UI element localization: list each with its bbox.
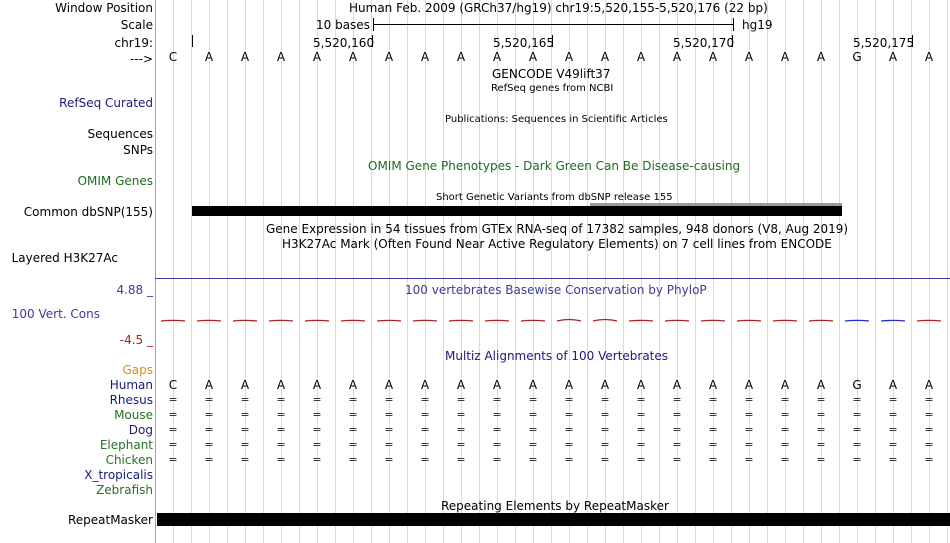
- alignment-match-mark: =: [456, 423, 466, 436]
- gtex-track-title[interactable]: Gene Expression in 54 tissues from GTEx RNA-seq of 17382 samples, 948 donors (V8, Aug 2019): [266, 222, 849, 236]
- grid-line: [875, 0, 876, 543]
- alignment-match-mark: =: [312, 453, 322, 466]
- alignment-match-mark: =: [456, 408, 466, 421]
- human-alignment-base: A: [816, 378, 826, 392]
- snps-label[interactable]: SNPs: [123, 143, 153, 157]
- alignment-match-mark: =: [816, 423, 826, 436]
- alignment-match-mark: =: [564, 423, 574, 436]
- dbsnp-variant-bar-overlay[interactable]: [590, 206, 842, 216]
- human-alignment-base: A: [384, 378, 394, 392]
- alignment-match-mark: =: [888, 438, 898, 451]
- phylop-track-title[interactable]: 100 vertebrates Basewise Conservation by PhyloP: [405, 283, 707, 297]
- grid-line: [659, 0, 660, 543]
- grid-line: [407, 0, 408, 543]
- base-letter: A: [636, 50, 646, 64]
- alignment-match-mark: =: [384, 423, 394, 436]
- alignment-match-mark: =: [852, 423, 862, 436]
- human-alignment-base: A: [204, 378, 214, 392]
- grid-line: [227, 0, 228, 543]
- alignment-match-mark: =: [600, 453, 610, 466]
- alignment-match-mark: =: [672, 423, 682, 436]
- alignment-match-mark: =: [240, 393, 250, 406]
- ruler-tick-1: [372, 35, 373, 47]
- publications-track-title[interactable]: Publications: Sequences in Scientific Articles: [445, 114, 668, 125]
- phylop-score-mark: [485, 320, 509, 321]
- h3k27ac-baseline: [155, 278, 950, 279]
- ruler-tick-3: [732, 35, 733, 47]
- alignment-match-mark: =: [168, 408, 178, 421]
- species-label-dog[interactable]: Dog: [128, 423, 153, 437]
- base-letter: A: [672, 50, 682, 64]
- alignment-match-mark: =: [564, 393, 574, 406]
- scale-bar: [373, 24, 733, 25]
- alignment-match-mark: =: [348, 438, 358, 451]
- alignment-match-mark: =: [924, 438, 934, 451]
- window-position-value: Human Feb. 2009 (GRCh37/hg19) chr19:5,520,155-5,520,176 (22 bp): [349, 1, 768, 15]
- alignment-match-mark: =: [672, 408, 682, 421]
- base-letter: G: [852, 50, 862, 64]
- alignment-match-mark: =: [744, 423, 754, 436]
- ruler-tick-4: [912, 35, 913, 47]
- human-alignment-base: A: [708, 378, 718, 392]
- track-label-divider: [155, 0, 156, 543]
- base-letter: A: [456, 50, 466, 64]
- refseq-track-title[interactable]: RefSeq genes from NCBI: [491, 83, 614, 94]
- alignment-match-mark: =: [420, 453, 430, 466]
- phylop-score-mark: [737, 320, 761, 321]
- alignment-match-mark: =: [636, 438, 646, 451]
- base-letter: A: [312, 50, 322, 64]
- alignment-match-mark: =: [492, 393, 502, 406]
- phylop-score-mark: [449, 320, 473, 321]
- alignment-match-mark: =: [276, 408, 286, 421]
- alignment-match-mark: =: [204, 423, 214, 436]
- alignment-match-mark: =: [600, 408, 610, 421]
- alignment-match-mark: =: [168, 393, 178, 406]
- base-letter: A: [600, 50, 610, 64]
- phylop-score-mark: [305, 320, 329, 321]
- alignment-match-mark: =: [240, 438, 250, 451]
- alignment-match-mark: =: [672, 393, 682, 406]
- phylop-score-mark: [197, 320, 221, 321]
- species-label-mouse[interactable]: Mouse: [114, 408, 153, 422]
- alignment-match-mark: =: [168, 423, 178, 436]
- base-letter: A: [564, 50, 574, 64]
- phylop-score-mark: [269, 320, 293, 321]
- grid-line: [191, 0, 192, 543]
- phylop-score-mark: [161, 320, 185, 321]
- base-letter: A: [744, 50, 754, 64]
- base-letter: A: [492, 50, 502, 64]
- grid-line: [371, 0, 372, 543]
- phylop-score-mark: [809, 320, 833, 321]
- alignment-match-mark: =: [636, 408, 646, 421]
- phylop-score-mark: [881, 320, 905, 321]
- base-letter: A: [708, 50, 718, 64]
- alignment-match-mark: =: [852, 408, 862, 421]
- alignment-match-mark: =: [312, 438, 322, 451]
- alignment-match-mark: =: [384, 453, 394, 466]
- human-alignment-base: A: [420, 378, 430, 392]
- alignment-match-mark: =: [780, 408, 790, 421]
- alignment-match-mark: =: [492, 408, 502, 421]
- grid-line: [515, 0, 516, 543]
- alignment-match-mark: =: [744, 408, 754, 421]
- species-label-rhesus[interactable]: Rhesus: [109, 393, 153, 407]
- alignment-match-mark: =: [384, 408, 394, 421]
- base-letter: A: [204, 50, 214, 64]
- alignment-match-mark: =: [636, 393, 646, 406]
- alignment-match-mark: =: [924, 393, 934, 406]
- phylop-score-mark: [593, 320, 617, 322]
- alignment-match-mark: =: [492, 438, 502, 451]
- human-alignment-base: A: [600, 378, 610, 392]
- alignment-match-mark: =: [816, 408, 826, 421]
- phylop-score-mark: [917, 320, 941, 321]
- alignment-match-mark: =: [600, 423, 610, 436]
- human-alignment-base: A: [744, 378, 754, 392]
- alignment-match-mark: =: [852, 393, 862, 406]
- alignment-match-mark: =: [348, 423, 358, 436]
- scale-bar-right-tick: [733, 18, 734, 31]
- phylop-conservation-plot[interactable]: [155, 312, 950, 328]
- omim-track-title[interactable]: OMIM Gene Phenotypes - Dark Green Can Be Disease-causing: [368, 159, 741, 173]
- strand-label: --->: [129, 52, 153, 66]
- layered-h3k27ac-label[interactable]: Layered H3K27Ac: [11, 251, 118, 265]
- phylop-score-mark: [521, 320, 545, 321]
- alignment-match-mark: =: [240, 423, 250, 436]
- alignment-match-mark: =: [492, 423, 502, 436]
- alignment-match-mark: =: [204, 408, 214, 421]
- alignment-match-mark: =: [708, 393, 718, 406]
- alignment-match-mark: =: [564, 453, 574, 466]
- base-letter: A: [924, 50, 934, 64]
- alignment-match-mark: =: [636, 453, 646, 466]
- base-letter: A: [780, 50, 790, 64]
- base-letter: A: [420, 50, 430, 64]
- human-alignment-base: C: [168, 378, 178, 392]
- alignment-match-mark: =: [744, 453, 754, 466]
- sequences-label[interactable]: Sequences: [87, 127, 153, 141]
- alignment-match-mark: =: [888, 408, 898, 421]
- base-letter: A: [816, 50, 826, 64]
- alignment-match-mark: =: [744, 393, 754, 406]
- human-alignment-base: A: [564, 378, 574, 392]
- alignment-match-mark: =: [276, 438, 286, 451]
- alignment-match-mark: =: [348, 453, 358, 466]
- gaps-label[interactable]: Gaps: [122, 363, 153, 377]
- species-label-human[interactable]: Human: [109, 378, 153, 392]
- phylop-score-mark: [413, 320, 437, 321]
- alignment-match-mark: =: [348, 408, 358, 421]
- phylop-score-mark: [377, 320, 401, 321]
- multiz-track-title[interactable]: Multiz Alignments of 100 Vertebrates: [445, 349, 669, 363]
- alignment-match-mark: =: [420, 408, 430, 421]
- repeatmasker-label[interactable]: RepeatMasker: [67, 513, 153, 527]
- alignment-match-mark: =: [420, 438, 430, 451]
- human-alignment-base: A: [348, 378, 358, 392]
- alignment-match-mark: =: [672, 453, 682, 466]
- alignment-match-mark: =: [744, 438, 754, 451]
- alignment-match-mark: =: [312, 393, 322, 406]
- base-letter: C: [168, 50, 178, 64]
- phylop-marks: [161, 320, 941, 322]
- alignment-match-mark: =: [636, 423, 646, 436]
- omim-genes-label[interactable]: OMIM Genes: [77, 174, 153, 188]
- base-letter: A: [348, 50, 358, 64]
- human-alignment-base: A: [924, 378, 934, 392]
- scale-label: Scale: [120, 18, 153, 32]
- alignment-match-mark: =: [600, 438, 610, 451]
- dbsnp-track-title[interactable]: Short Genetic Variants from dbSNP release 155: [436, 192, 673, 203]
- alignment-match-mark: =: [384, 393, 394, 406]
- alignment-match-mark: =: [240, 408, 250, 421]
- grid-line: [623, 0, 624, 543]
- ruler-position-1: 5,520,160: [313, 36, 375, 50]
- grid-line: [443, 0, 444, 543]
- alignment-match-mark: =: [888, 453, 898, 466]
- human-alignment-base: A: [456, 378, 466, 392]
- alignment-match-mark: =: [564, 438, 574, 451]
- grid-line: [335, 0, 336, 543]
- alignment-match-mark: =: [348, 393, 358, 406]
- ruler-tick-2: [552, 35, 553, 47]
- alignment-match-mark: =: [168, 438, 178, 451]
- alignment-match-mark: =: [420, 423, 430, 436]
- alignment-match-mark: =: [852, 438, 862, 451]
- human-alignment-base: A: [636, 378, 646, 392]
- phylop-max-label: 4.88 _: [116, 283, 153, 297]
- alignment-match-mark: =: [816, 453, 826, 466]
- alignment-match-mark: =: [528, 408, 538, 421]
- scale-bar-left-tick: [373, 18, 374, 31]
- phylop-min-label: -4.5 _: [119, 333, 153, 347]
- alignment-match-mark: =: [240, 453, 250, 466]
- alignment-match-mark: =: [888, 393, 898, 406]
- grid-line: [551, 0, 552, 543]
- human-alignment-base: A: [888, 378, 898, 392]
- phylop-score-mark: [557, 320, 581, 322]
- alignment-match-mark: =: [312, 423, 322, 436]
- grid-line: [911, 0, 912, 543]
- base-letter: A: [276, 50, 286, 64]
- grid-line: [731, 0, 732, 543]
- alignment-match-mark: =: [600, 393, 610, 406]
- base-letter: A: [888, 50, 898, 64]
- human-alignment-base: A: [492, 378, 502, 392]
- ruler-start-tick: [192, 35, 193, 47]
- alignment-match-mark: =: [780, 393, 790, 406]
- alignment-match-mark: =: [708, 453, 718, 466]
- repeatmasker-element-bar[interactable]: [157, 513, 950, 526]
- alignment-match-mark: =: [276, 393, 286, 406]
- repeatmasker-track-title[interactable]: Repeating Elements by RepeatMasker: [441, 499, 669, 513]
- alignment-match-mark: =: [204, 393, 214, 406]
- alignment-match-mark: =: [384, 438, 394, 451]
- common-dbsnp-label[interactable]: Common dbSNP(155): [23, 205, 153, 219]
- alignment-match-mark: =: [276, 453, 286, 466]
- phylop-score-mark: [665, 320, 689, 321]
- phylop-score-mark: [701, 320, 725, 321]
- grid-line: [299, 0, 300, 543]
- phylop-score-mark: [845, 320, 869, 321]
- alignment-match-mark: =: [204, 438, 214, 451]
- human-alignment-base: A: [312, 378, 322, 392]
- human-alignment-base: A: [528, 378, 538, 392]
- alignment-match-mark: =: [924, 423, 934, 436]
- alignment-match-mark: =: [420, 393, 430, 406]
- human-alignment-base: A: [240, 378, 250, 392]
- alignment-match-mark: =: [888, 423, 898, 436]
- grid-line: [263, 0, 264, 543]
- base-letter: A: [528, 50, 538, 64]
- alignment-match-mark: =: [528, 393, 538, 406]
- h3k27ac-track-title[interactable]: H3K27Ac Mark (Often Found Near Active Regulatory Elements) on 7 cell lines from ENCODE: [282, 237, 832, 251]
- alignment-match-mark: =: [456, 393, 466, 406]
- base-letter: A: [384, 50, 394, 64]
- human-alignment-base: G: [852, 378, 862, 392]
- alignment-match-mark: =: [564, 408, 574, 421]
- human-alignment-base: A: [276, 378, 286, 392]
- phylop-score-mark: [341, 320, 365, 321]
- ruler-position-4: 5,520,175: [853, 36, 915, 50]
- alignment-match-mark: =: [168, 453, 178, 466]
- alignment-match-mark: =: [276, 423, 286, 436]
- scale-db-label: hg19: [742, 18, 773, 32]
- alignment-match-mark: =: [708, 438, 718, 451]
- alignment-match-mark: =: [708, 423, 718, 436]
- alignment-match-mark: =: [816, 393, 826, 406]
- species-label-zebrafish[interactable]: Zebrafish: [96, 483, 153, 497]
- refseq-curated-label[interactable]: RefSeq Curated: [59, 96, 153, 110]
- alignment-match-mark: =: [708, 408, 718, 421]
- grid-line: [695, 0, 696, 543]
- chrom-label: chr19:: [114, 36, 153, 50]
- grid-line: [479, 0, 480, 543]
- base-letter: A: [240, 50, 250, 64]
- alignment-match-mark: =: [528, 423, 538, 436]
- grid-line: [803, 0, 804, 543]
- ruler-position-3: 5,520,170: [673, 36, 735, 50]
- alignment-match-mark: =: [924, 408, 934, 421]
- alignment-match-mark: =: [672, 438, 682, 451]
- phylop-label[interactable]: 100 Vert. Cons: [11, 307, 100, 321]
- phylop-score-mark: [233, 320, 257, 321]
- alignment-match-mark: =: [456, 438, 466, 451]
- alignment-match-mark: =: [780, 438, 790, 451]
- human-alignment-base: A: [780, 378, 790, 392]
- alignment-match-mark: =: [204, 453, 214, 466]
- alignment-match-mark: =: [456, 453, 466, 466]
- alignment-match-mark: =: [852, 453, 862, 466]
- grid-line: [587, 0, 588, 543]
- scale-bar-label: 10 bases: [316, 18, 370, 32]
- alignment-match-mark: =: [816, 438, 826, 451]
- window-position-label: Window Position: [55, 1, 153, 15]
- alignment-match-mark: =: [780, 453, 790, 466]
- phylop-score-mark: [629, 320, 653, 321]
- alignment-match-mark: =: [312, 408, 322, 421]
- grid-line: [767, 0, 768, 543]
- ruler-position-2: 5,520,165: [493, 36, 555, 50]
- species-label-elephant[interactable]: Elephant: [99, 438, 153, 452]
- alignment-match-mark: =: [780, 423, 790, 436]
- human-alignment-base: A: [672, 378, 682, 392]
- gencode-track-title[interactable]: GENCODE V49lift37: [492, 67, 611, 81]
- alignment-match-mark: =: [528, 453, 538, 466]
- species-label-x_tropicalis[interactable]: X_tropicalis: [84, 468, 153, 482]
- grid-line: [947, 0, 948, 543]
- species-label-chicken[interactable]: Chicken: [105, 453, 153, 467]
- grid-line: [839, 0, 840, 543]
- alignment-match-mark: =: [924, 453, 934, 466]
- phylop-score-mark: [773, 320, 797, 321]
- alignment-match-mark: =: [528, 438, 538, 451]
- alignment-match-mark: =: [492, 453, 502, 466]
